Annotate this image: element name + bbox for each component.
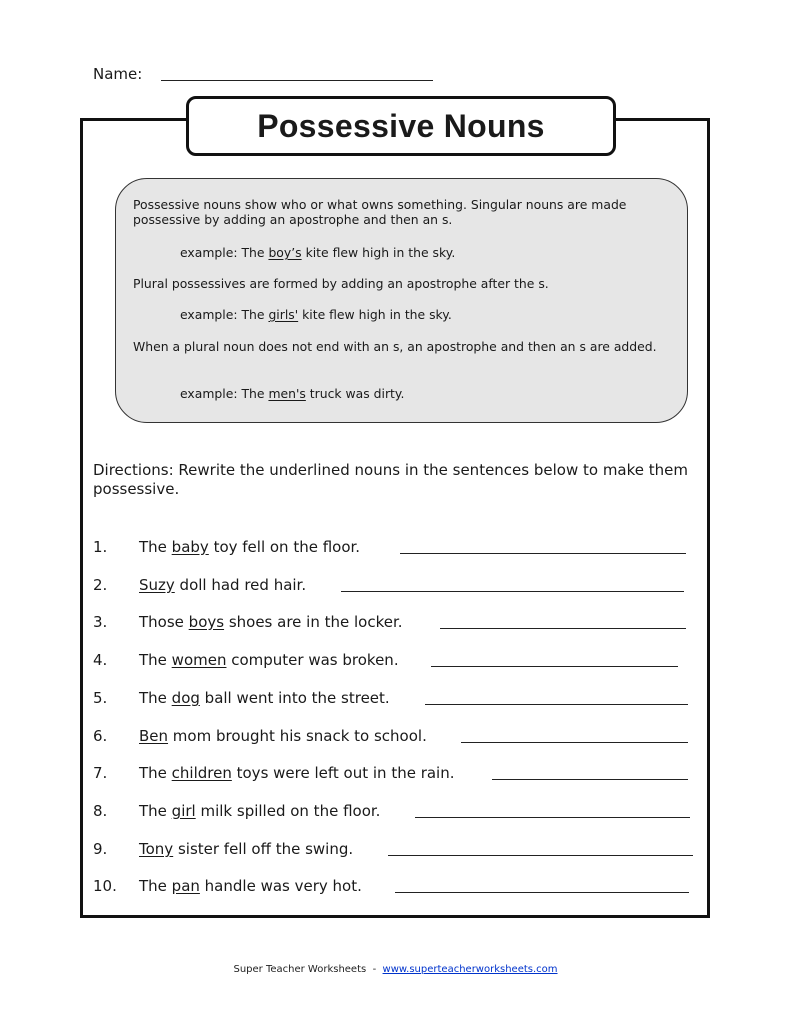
footer: [0, 964, 791, 975]
question-text: Those boys shoes are in the locker.: [139, 613, 403, 631]
question-number: 7.: [93, 764, 108, 782]
question-row: [93, 802, 693, 822]
answer-blank[interactable]: [415, 817, 690, 818]
question-text: Suzy doll had red hair.: [139, 576, 307, 594]
question-text: The pan handle was very hot.: [139, 877, 362, 895]
title-box: [186, 96, 616, 156]
question-text: The children toys were left out in the rain.: [139, 764, 455, 782]
name-blank[interactable]: [161, 64, 433, 81]
question-number: 3.: [93, 613, 108, 631]
info-example-1: example: The boy’s kite flew high in the sky.: [180, 245, 456, 260]
underlined-noun: Tony: [139, 840, 174, 858]
answer-blank[interactable]: [492, 779, 688, 780]
footer-text: Super Teacher Worksheets -: [233, 964, 383, 975]
answer-blank[interactable]: [395, 892, 689, 893]
question-number: 5.: [93, 689, 108, 707]
question-row: [93, 727, 693, 747]
answer-blank[interactable]: [440, 628, 686, 629]
question-text: The girl milk spilled on the floor.: [139, 802, 381, 820]
question-row: [93, 689, 693, 709]
question-row: [93, 877, 693, 897]
question-row: [93, 840, 693, 860]
underlined-noun: girl: [171, 802, 196, 820]
answer-blank[interactable]: [425, 704, 688, 705]
page-title: Possessive Nouns: [257, 107, 545, 144]
underlined-noun: Ben: [139, 727, 169, 745]
question-row: [93, 613, 693, 633]
info-paragraph-1: Possessive nouns show who or what owns something. Singular nouns are made possessive by adding an apostrophe and then an s.: [133, 197, 627, 227]
info-paragraph-3: When a plural noun does not end with an s, an apostrophe and then an s are added.: [133, 339, 657, 354]
underlined-noun: women: [171, 651, 227, 669]
underlined-noun: children: [171, 764, 232, 782]
question-number: 8.: [93, 802, 108, 820]
example-word: men's: [268, 386, 306, 401]
question-text: The dog ball went into the street.: [139, 689, 390, 707]
question-number: 6.: [93, 727, 108, 745]
question-number: 4.: [93, 651, 108, 669]
question-text: Tony sister fell off the swing.: [139, 840, 354, 858]
question-number: 2.: [93, 576, 108, 594]
info-example-3: example: The men's truck was dirty.: [180, 386, 405, 401]
question-text: The baby toy fell on the floor.: [139, 538, 361, 556]
question-row: [93, 538, 693, 558]
question-text: The women computer was broken.: [139, 651, 399, 669]
underlined-noun: boys: [188, 613, 225, 631]
underlined-noun: Suzy: [139, 576, 175, 594]
answer-blank[interactable]: [400, 553, 686, 554]
question-row: [93, 651, 693, 671]
name-row: [93, 64, 433, 83]
underlined-noun: dog: [171, 689, 200, 707]
question-number: 1.: [93, 538, 108, 556]
info-paragraph-2: Plural possessives are formed by adding an apostrophe after the s.: [133, 276, 549, 291]
info-example-2: example: The girls' kite flew high in the sky.: [180, 307, 452, 322]
question-row: [93, 576, 693, 596]
question-row: [93, 764, 693, 784]
directions-text: Directions: Rewrite the underlined nouns in the sentences below to make them possessive.: [93, 461, 689, 498]
question-text: Ben mom brought his snack to school.: [139, 727, 427, 745]
question-number: 10.: [93, 877, 117, 895]
answer-blank[interactable]: [431, 666, 678, 667]
answer-blank[interactable]: [341, 591, 684, 592]
example-word: girls': [268, 307, 299, 322]
footer-link[interactable]: www.superteacherworksheets.com: [382, 964, 558, 975]
underlined-noun: pan: [171, 877, 200, 895]
example-word: boy’s: [268, 245, 302, 260]
answer-blank[interactable]: [388, 855, 693, 856]
answer-blank[interactable]: [461, 742, 688, 743]
question-number: 9.: [93, 840, 108, 858]
name-label: Name:: [93, 65, 143, 83]
underlined-noun: baby: [171, 538, 209, 556]
